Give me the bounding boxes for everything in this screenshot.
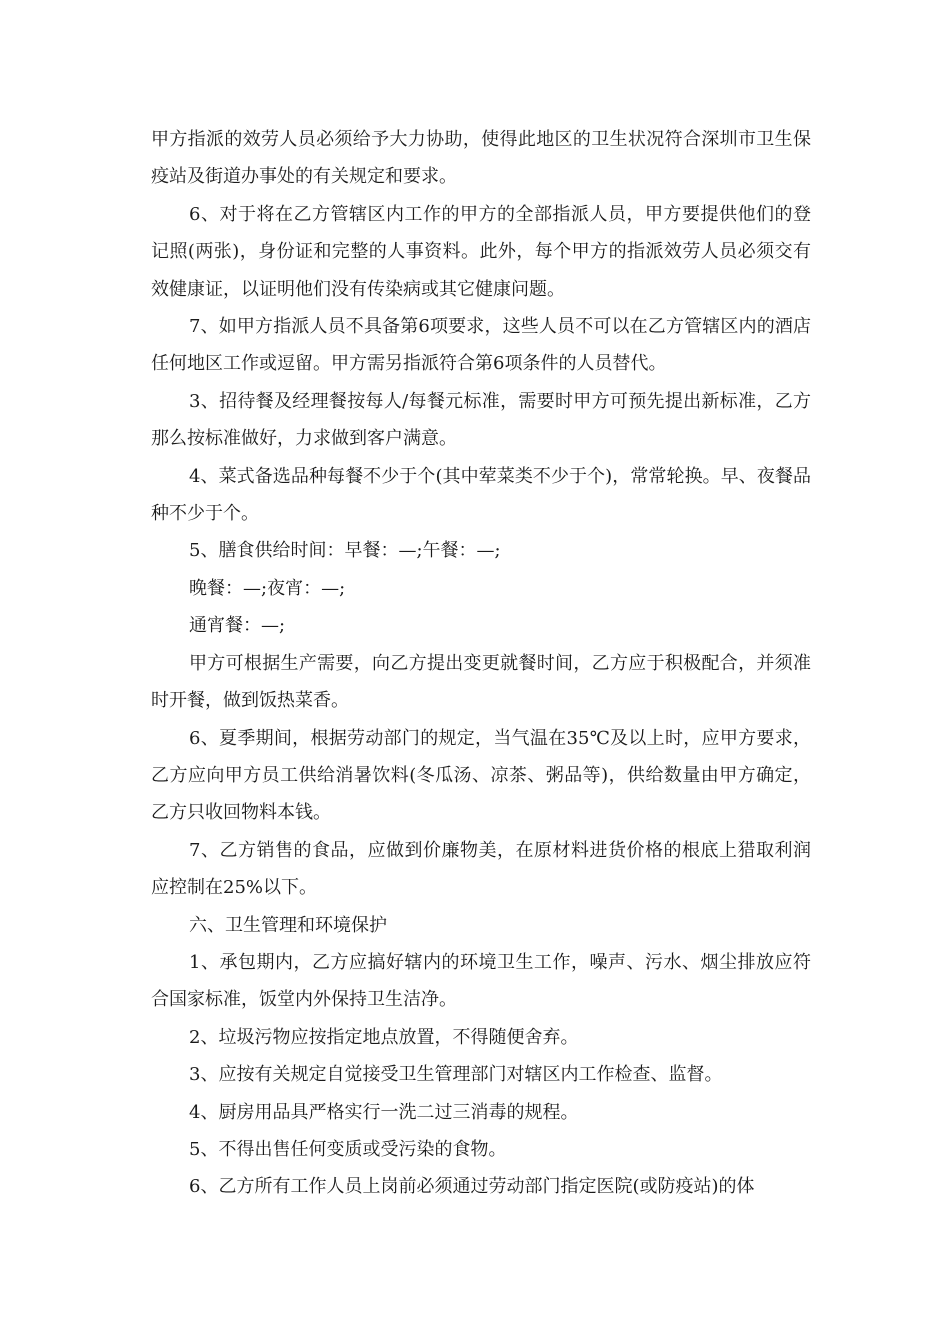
paragraph: 甲方可根据生产需要，向乙方提出变更就餐时间，乙方应于积极配合，并须准时开餐，做到饭热菜香。 — [151, 652, 811, 712]
paragraph: 7、如甲方指派人员不具备第6项要求，这些人员不可以在乙方管辖区内的酒店任何地区工作或逗留。甲方需另指派符合第6项条件的人员替代。 — [151, 316, 811, 375]
paragraph: 4、厨房用品具严格实行一洗二过三消毒的规程。 — [189, 1101, 579, 1123]
paragraph: 6、对于将在乙方管辖区内工作的甲方的全部指派人员，甲方要提供他们的登记照(两张)，身份证和完整的人事资料。此外，每个甲方的指派效劳人员必须交有效健康证，以证明他们没有传染病或其它健康问题。 — [151, 203, 811, 300]
paragraph: 3、应按有关规定自觉接受卫生管理部门对辖区内工作检查、监督。 — [189, 1064, 723, 1086]
paragraph: 通宵餐：—; — [189, 615, 286, 637]
section-heading: 六、卫生管理和环境保护 — [189, 914, 387, 936]
paragraph: 4、菜式备选品种每餐不少于个(其中荤菜类不少于个)，常常轮换。早、夜餐品种不少于个。 — [151, 465, 811, 525]
paragraph: 晚餐：—;夜宵：—; — [189, 577, 346, 599]
paragraph: 6、乙方所有工作人员上岗前必须通过劳动部门指定医院(或防疫站)的体 — [189, 1176, 755, 1198]
paragraph: 5、不得出售任何变质或受污染的食物。 — [189, 1138, 507, 1160]
paragraph: 5、膳食供给时间：早餐：—;午餐：—; — [189, 540, 501, 562]
document-body — [151, 121, 811, 1206]
paragraph: 6、夏季期间，根据劳动部门的规定，当气温在35℃及以上时，应甲方要求，乙方应向甲方员工供给消暑饮料(冬瓜汤、凉茶、粥品等)，供给数量由甲方确定，乙方只收回物料本钱。 — [151, 727, 811, 824]
paragraph: 7、乙方销售的食品，应做到价廉物美，在原材料进货价格的根底上猎取利润应控制在25%以下。 — [151, 839, 811, 899]
paragraph: 2、垃圾污物应按指定地点放置，不得随便舍弃。 — [189, 1026, 579, 1048]
paragraph: 甲方指派的效劳人员必须给予大力协助，使得此地区的卫生状况符合深圳市卫生保疫站及街道办事处的有关规定和要求。 — [151, 129, 811, 188]
paragraph: 3、招待餐及经理餐按每人/每餐元标准，需要时甲方可预先提出新标准，乙方那么按标准做好，力求做到客户满意。 — [151, 390, 811, 450]
paragraph: 1、承包期内，乙方应搞好辖内的环境卫生工作，噪声、污水、烟尘排放应符合国家标准，饭堂内外保持卫生洁净。 — [151, 951, 811, 1011]
